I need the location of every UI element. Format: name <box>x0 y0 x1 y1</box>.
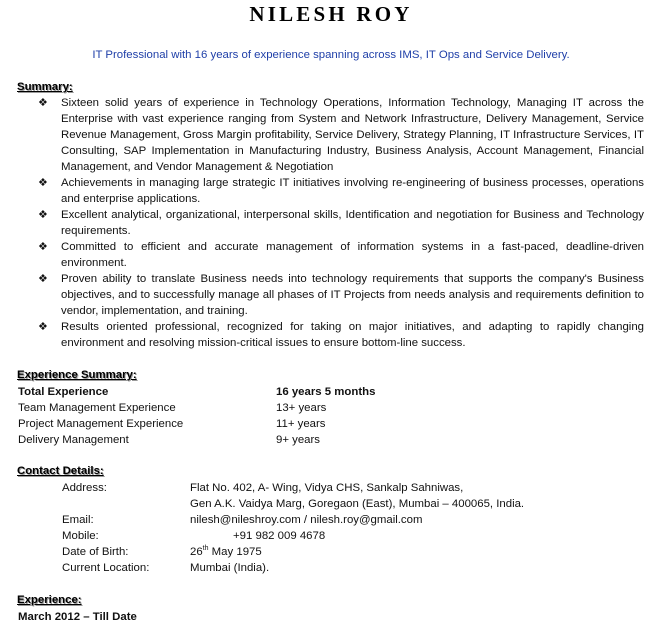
dob-suffix: th <box>202 545 209 553</box>
diamond-bullet-icon: ❖ <box>38 321 48 333</box>
table-row <box>18 384 375 400</box>
address-label: Address: <box>62 482 107 494</box>
mobile-value: +91 982 009 4678 <box>233 530 326 542</box>
diamond-bullet-icon: ❖ <box>38 97 48 109</box>
summary-item: ❖ Committed to efficient and accurate management of information systems in a fast-paced, deadline-driven environment. <box>38 241 644 269</box>
dob-value <box>190 544 262 560</box>
experience-period: March 2012 – Till Date <box>18 611 137 623</box>
mobile-label: Mobile: <box>62 530 99 542</box>
summary-item: ❖ Sixteen solid years of experience in Technology Operations, Information Technology, Managing IT across the Enterprise with vast experience ranging from System and Network Infrastructure, Delivery Management, Service Revenue Management, Gross Margin profitability, Service Delivery, Strategy Planning, IT Infrastructure Services, IT Consulting, SAP Implementation in Manufacturing Industry, Business Analysis, Account Management, Financial Management, and Vendor Management & Negotiation <box>38 97 644 173</box>
experience-value: 9+ years <box>276 434 321 446</box>
summary-item: ❖ Achievements in managing large strategic IT initiatives involving re-engineering of business processes, operations and enterprise applications. <box>38 177 644 205</box>
experience-label: Project Management Experience <box>18 418 184 430</box>
summary-heading: Summary: <box>17 81 73 93</box>
summary-item: ❖ Results oriented professional, recognized for taking on major initiatives, and adapting to rapidly changing environment and resolving mission-critical issues to ensure bottom-line success. <box>38 321 644 349</box>
email-value[interactable]: nilesh@nileshroy.com / nilesh.roy@gmail.com <box>190 514 423 526</box>
location-label: Current Location: <box>62 562 150 574</box>
contact-heading: Contact Details: <box>17 465 104 477</box>
experience-value: 13+ years <box>276 402 327 414</box>
diamond-bullet-icon: ❖ <box>38 273 48 285</box>
dob-rest: May 1975 <box>208 546 262 558</box>
address-line-1: Flat No. 402, A- Wing, Vidya CHS, Sankalp Sahniwas, <box>190 482 464 494</box>
table-row <box>18 400 375 416</box>
experience-summary-heading: Experience Summary: <box>17 369 137 381</box>
dob-day: 26 <box>190 546 203 558</box>
summary-item: ❖ Excellent analytical, organizational, interpersonal skills, Identification and negotiation for Business and Technology requirements. <box>38 209 644 237</box>
experience-summary-table <box>18 384 375 448</box>
email-label: Email: <box>62 514 94 526</box>
diamond-bullet-icon: ❖ <box>38 177 48 189</box>
summary-item: ❖ Proven ability to translate Business needs into technology requirements that supports the company's Business objectives, and to successfully manage all phases of IT Projects from needs analysis and requirements definition to vendor, implementation, and training. <box>38 273 644 317</box>
experience-label: Delivery Management <box>18 434 129 446</box>
address-line-2: Gen A.K. Vaidya Marg, Goregaon (East), Mumbai – 400065, India. <box>190 498 525 510</box>
table-row <box>18 432 375 448</box>
experience-label: Total Experience <box>18 386 109 398</box>
candidate-name: NILESH ROY <box>249 2 413 26</box>
diamond-bullet-icon: ❖ <box>38 209 48 221</box>
dob-label: Date of Birth: <box>62 546 129 558</box>
location-value: Mumbai (India). <box>190 562 270 574</box>
experience-value: 16 years 5 months <box>276 386 376 398</box>
experience-value: 11+ years <box>276 418 326 430</box>
diamond-bullet-icon: ❖ <box>38 241 48 253</box>
experience-label: Team Management Experience <box>18 402 176 414</box>
summary-list <box>38 95 644 351</box>
experience-heading: Experience: <box>17 594 82 606</box>
tagline: IT Professional with 16 years of experience spanning across IMS, IT Ops and Service Delivery. <box>92 49 570 61</box>
table-row <box>18 416 375 432</box>
